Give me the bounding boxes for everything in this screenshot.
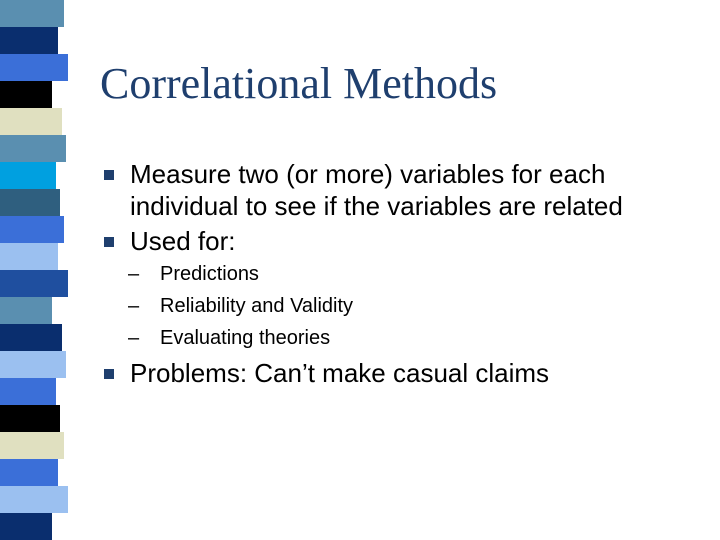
bullet-text-line: individual to see if the variables are related (130, 191, 623, 221)
sub-bullet-dash: – (128, 295, 140, 317)
bullet-text-line: Measure two (or more) variables for each (130, 159, 606, 189)
bullet-item: Problems: Can’t make casual claims (130, 358, 550, 388)
bullet-square-icon (104, 369, 114, 379)
slide-title: Correlational Methods (100, 59, 498, 108)
sub-bullet-dash: – (128, 327, 140, 349)
bullet-item (130, 158, 623, 222)
sub-bullet-item: Predictions (160, 263, 259, 285)
sub-bullet-dash: – (128, 263, 140, 285)
bullet-item: Used for: (130, 226, 236, 256)
sub-bullet-item: Evaluating theories (160, 327, 331, 349)
sub-bullet-item: Reliability and Validity (160, 295, 354, 317)
bullet-square-icon (104, 170, 114, 180)
bullet-square-icon (104, 237, 114, 247)
